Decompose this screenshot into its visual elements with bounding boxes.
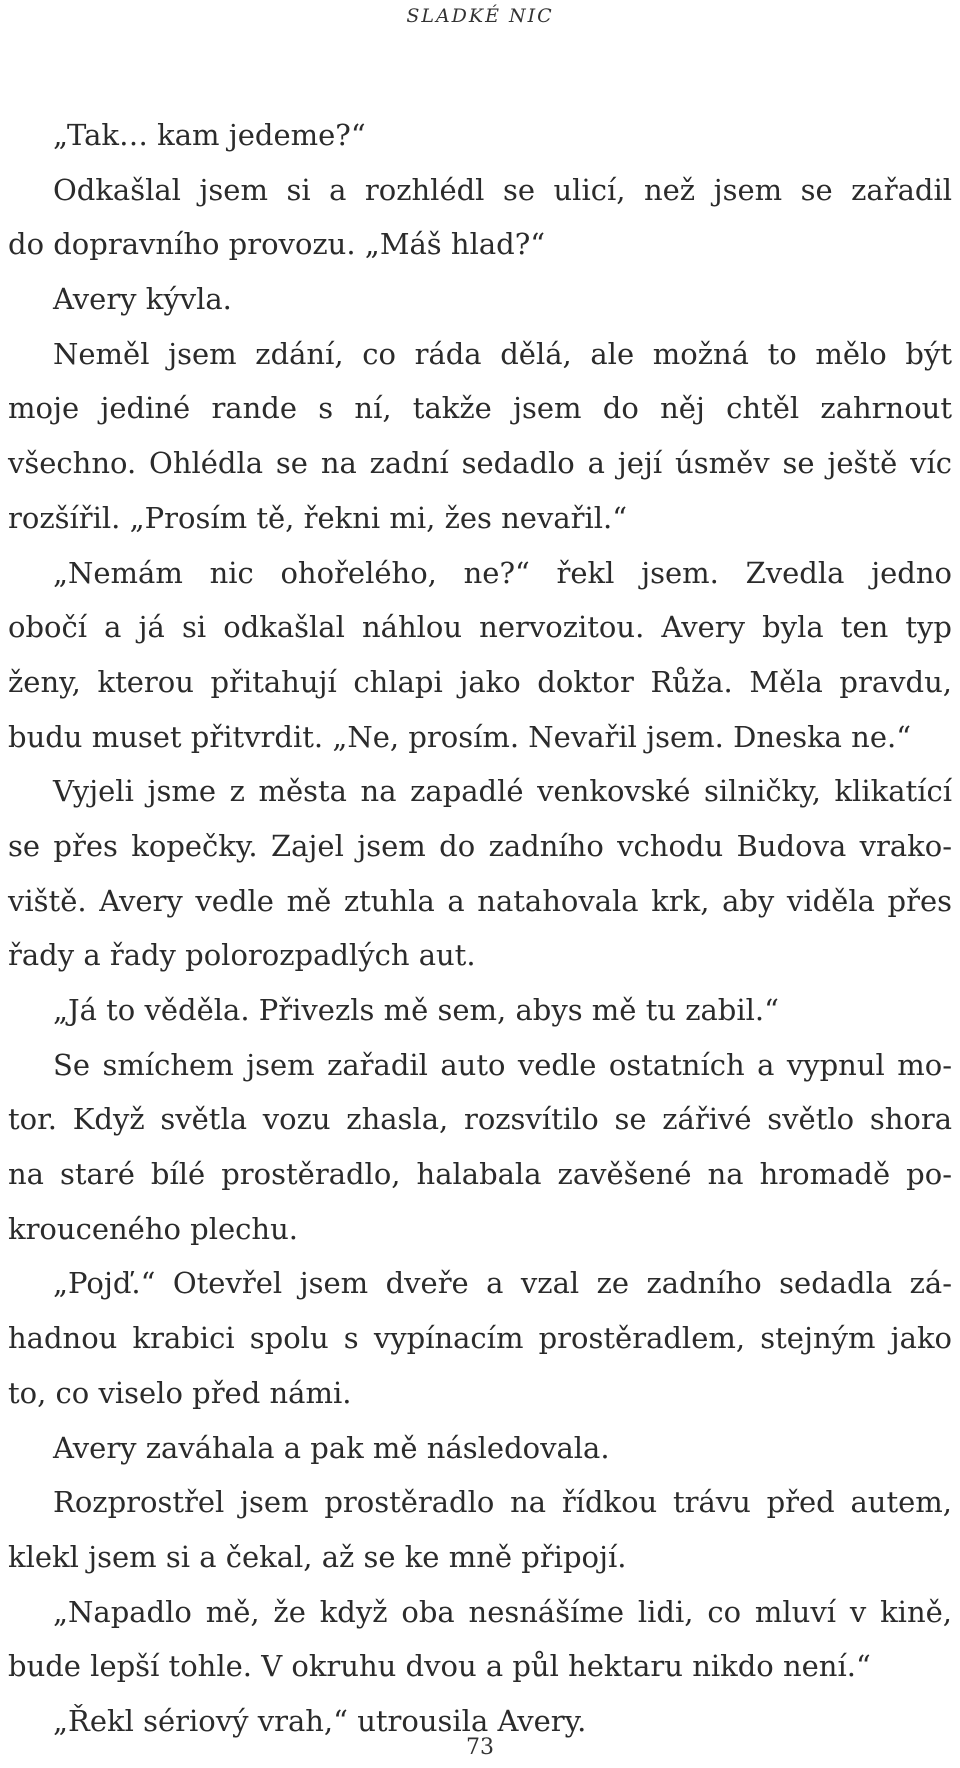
text-line: „Řekl sériový vrah,“ utrousila Avery. [53,1703,587,1738]
text-line: viště. Avery vedle mě ztuhla a natahovala krk, aby viděla přes [8,883,952,918]
text-line: Vyjeli jsme z města na zapadlé venkovské silničky, klikatící [53,774,952,809]
text-line: Avery kývla. [53,282,232,317]
text-line: se přes kopečky. Zajel jsem do zadního vchodu Budova vrako- [8,828,952,863]
text-line: na staré bílé prostěradlo, halabala zavěšené na hromadě po- [8,1157,952,1192]
text-line: tor. Když světla vozu zhasla, rozsvítilo se zářivé světlo shora [8,1102,952,1137]
text-line: všechno. Ohlédla se na zadní sedadlo a její úsměv se ještě víc [8,446,952,481]
text-line: moje jediné rande s ní, takže jsem do něj chtěl zahrnout [8,391,952,426]
text-line: „Pojď.“ Otevřel jsem dveře a vzal ze zadního sedadla zá- [53,1266,952,1301]
text-line: budu muset přitvrdit. „Ne, prosím. Nevařil jsem. Dneska ne.“ [8,719,912,754]
text-line: to, co viselo před námi. [8,1375,352,1410]
text-line: „Tak… kam jedeme?“ [53,118,366,152]
text-line: do dopravního provozu. „Máš hlad?“ [8,227,546,262]
text-line: obočí a já si odkašlal náhlou nervozitou. Avery byla ten typ [8,610,952,645]
text-line: „Já to věděla. Přivezls mě sem, abys mě tu zabil.“ [53,993,779,1027]
text-line: krouceného plechu. [8,1211,298,1246]
text-line: Odkašlal jsem si a rozhlédl se ulicí, než jsem se zařadil [53,172,952,207]
text-line: rozšířil. „Prosím tě, řekni mi, žes nevařil.“ [8,500,628,535]
text-line: řady a řady polorozpadlých aut. [8,938,476,973]
text-line: „Napadlo mě, že když oba nesnášíme lidi, co mluví v kině, [53,1594,952,1629]
text-line: „Nemám nic ohořelého, ne?“ řekl jsem. Zvedla jedno [53,555,952,590]
text-line: Se smíchem jsem zařadil auto vedle ostatních a vypnul mo- [53,1047,952,1082]
text-line: Neměl jsem zdání, co ráda dělá, ale možná to mělo být [53,336,952,371]
text-line: Avery zaváhala a pak mě následovala. [53,1430,610,1465]
text-line: ženy, kterou přitahují chlapi jako doktor Růža. Měla pravdu, [8,664,952,699]
page-number: 73 [466,1735,494,1760]
running-head: SLADKÉ NIC [406,5,554,27]
body-text [8,108,952,1749]
text-line: hadnou krabici spolu s vypínacím prostěradlem, stejným jako [8,1321,952,1356]
text-line: bude lepší tohle. V okruhu dvou a půl hektaru nikdo není.“ [8,1649,871,1684]
text-line: Rozprostřel jsem prostěradlo na řídkou trávu před autem, [53,1485,952,1520]
text-line: klekl jsem si a čekal, až se ke mně připojí. [8,1539,627,1574]
